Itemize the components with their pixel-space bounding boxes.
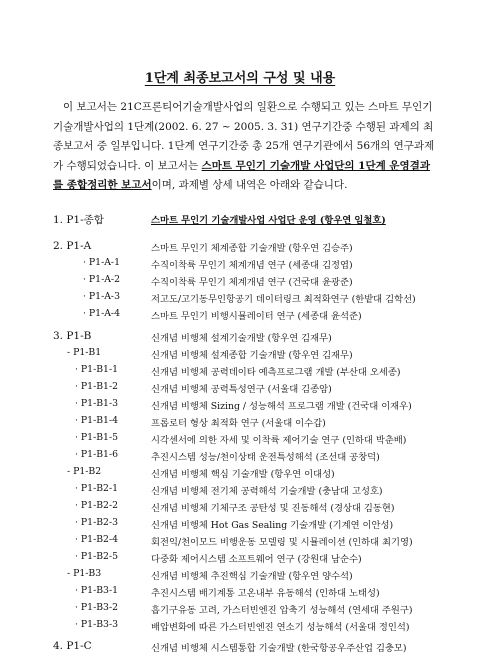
document-title: 1단계 최종보고서의 구성 및 내용: [144, 71, 336, 86]
item-code: - P1-B2: [67, 466, 102, 477]
intro-underlined: 스마트 무인기 기술개발 사업단의 1단계 운영결과를 종합정리한 보고서: [53, 159, 430, 191]
item-description: 스마트 무인기 기술개발사업 사업단 운영 (항우연 임철호): [151, 215, 386, 226]
item-code: · P1-A-4: [83, 308, 120, 319]
item-description: 추진시스템 성능/천이상태 운전특성해석 (조선대 공창덕): [151, 452, 380, 463]
item-description: 흡기구유동 고려, 가스터빈엔진 압축기 성능해석 (연세대 주원구): [151, 605, 413, 616]
item-description: 신개념 비행체 설계종합 기술개발 (항우연 김재무): [151, 350, 353, 361]
item-description: 스마트 무인기 비행시뮬레이터 연구 (세종대 윤석준): [151, 311, 362, 322]
intro-text-1: 이 보고서는 21C프론티어기술개발사업의 일환으로 수행되고 있는 스마트 무인기 기술개발사업의 1단계(2002. 6. 27 ~ 2005. 3. 31) 연구기간중 수행된 과제의 최종보고서 중 일부입니다. 1단계 연구기간중 총 25개 연구기관에서 56개의 연구과제가 수행되었습니다. 이 보고서는: [53, 101, 435, 172]
item-description: 수직이착륙 무인기 체계개념 연구 (세종대 김정엽): [151, 260, 353, 271]
item-description: 시각센서에 의한 자세 및 이착륙 제어기술 연구 (인하대 박춘배): [151, 435, 407, 446]
item-description: 배압변화에 따른 가스터빈엔진 연소기 성능해석 (서울대 정인석): [151, 622, 410, 633]
item-code: · P1-B2-3: [75, 517, 119, 528]
item-code: - P1-B3: [67, 568, 102, 579]
item-description: 수직이착륙 무인기 체계개념 연구 (건국대 윤광준): [151, 277, 353, 288]
item-code: · P1-B1-5: [75, 432, 119, 443]
item-description: 신개념 비행체 전기체 공력해석 기술개발 (충남대 고성호): [151, 486, 383, 497]
item-description: 저고도/고기동무인항공기 데이터링크 최적화연구 (한밭대 김학선): [151, 294, 416, 305]
item-code: · P1-B2-5: [75, 551, 119, 562]
item-code: · P1-A-1: [83, 257, 120, 268]
item-code: · P1-B3-1: [75, 585, 119, 596]
item-code: · P1-B1-2: [75, 381, 119, 392]
item-code: · P1-B1-6: [75, 449, 119, 460]
intro-text-2: 이며, 과제별 상세 내역은 아래와 같습니다.: [151, 179, 348, 191]
item-description: 신개념 비행체 핵심 기술개발 (항우연 이대성): [151, 469, 335, 480]
intro-paragraph: [53, 98, 438, 196]
item-description: 신개념 비행체 설계기술개발 (항우연 김재무): [151, 333, 332, 344]
item-code: · P1-B2-1: [75, 483, 119, 494]
item-code: · P1-B1-4: [75, 415, 119, 426]
item-code: · P1-B1-3: [75, 398, 119, 409]
item-code: · P1-B3-2: [75, 602, 119, 613]
item-description: 신개념 비행체 추진핵심 기술개발 (항우연 양수석): [151, 571, 353, 582]
item-code: · P1-B2-2: [75, 500, 119, 511]
item-code: · P1-A-2: [83, 274, 120, 285]
item-code: 4. P1-C: [53, 640, 92, 652]
item-code: - P1-B1: [67, 347, 102, 358]
item-description: 추진시스템 배기계통 고온내부 유동해석 (인하대 노태성): [151, 588, 380, 599]
item-description: 프롭로터 형상 최적화 연구 (서울대 이수갑): [151, 418, 326, 429]
item-description: 신개념 비행체 공력데이타 예측프로그램 개발 (부산대 오세종): [151, 367, 401, 378]
item-description: 신개념 비행체 시스템통합 기술개발 (한국항공우주산업 김충모): [151, 643, 407, 654]
item-code: · P1-B2-4: [75, 534, 119, 545]
item-code: · P1-A-3: [83, 291, 120, 302]
item-code: 3. P1-B: [53, 330, 92, 342]
item-code: 2. P1-A: [53, 240, 92, 252]
item-description: 신개념 비행체 기체구조 공탄성 및 진동해석 (경상대 김동현): [151, 503, 395, 514]
item-description: 다중화 제어시스템 소프트웨어 연구 (강원대 남순수): [151, 554, 362, 565]
item-description: 신개념 비행체 공력특성연구 (서울대 김종암): [151, 384, 332, 395]
item-description: 신개념 비행체 Hot Gas Sealing 기술개발 (기계연 이안성): [151, 520, 394, 531]
item-description: 회전익/천이모드 비행운동 모델링 및 시뮬레이션 (인하대 최기영): [151, 537, 413, 548]
item-code: · P1-B3-3: [75, 619, 119, 630]
item-code: 1. P1-종합: [53, 214, 104, 226]
item-description: 신개념 비행체 Sizing / 성능해석 프로그램 개발 (건국대 이재우): [151, 401, 412, 412]
item-description: 스마트 무인기 체계종합 기술개발 (항우연 김승주): [151, 243, 353, 254]
item-code: · P1-B1-1: [75, 364, 119, 375]
